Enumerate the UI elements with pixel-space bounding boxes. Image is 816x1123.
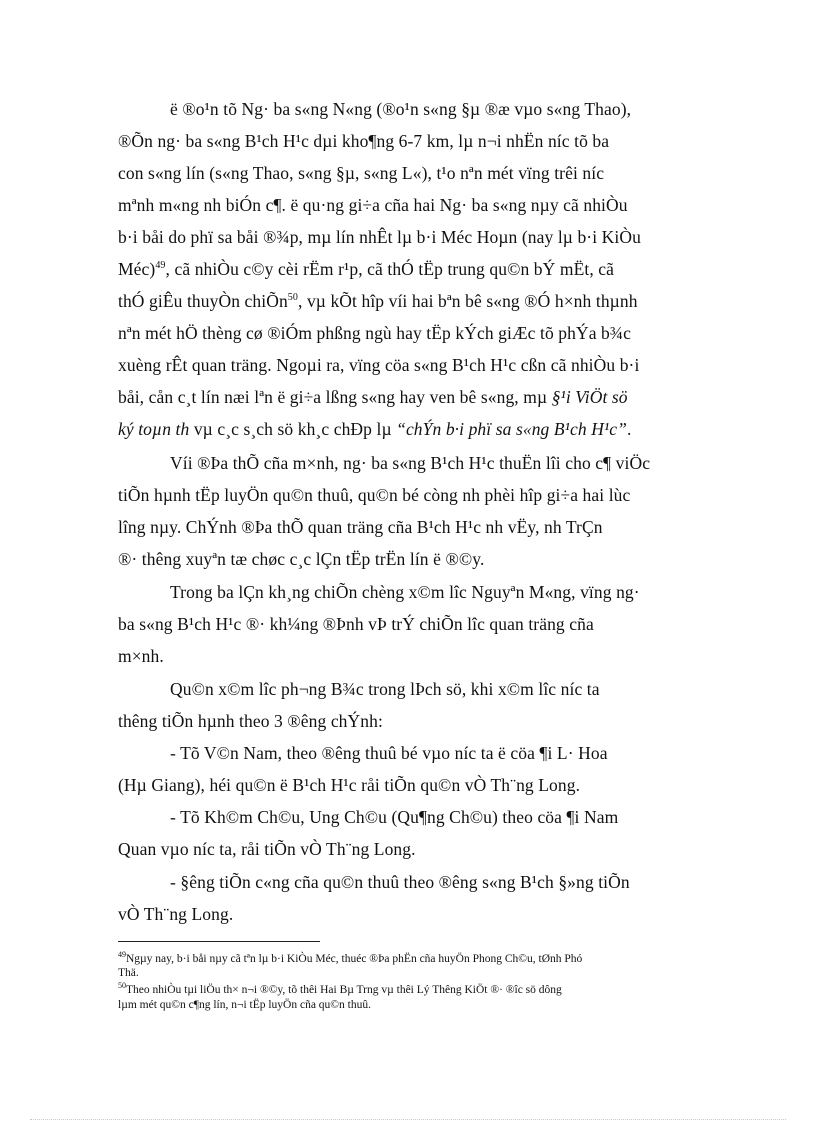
quotation: “chÝn b·i phï sa s«ng B¹ch H¹c” bbox=[396, 419, 627, 439]
body-line: ®Õn ng· ba s«ng B¹ch H¹c dµi kho¶ng 6-7 km, lµ n¬i nhËn níc tõ ba bbox=[118, 131, 610, 151]
body-line: ba s«ng B¹ch H¹c ®· kh¼ng ®Þnh vÞ trÝ chiÕn lîc quan träng cña bbox=[118, 614, 594, 634]
footnote-49-cont: Thä. bbox=[118, 967, 139, 979]
footnote-number: 50 bbox=[118, 981, 126, 991]
text-run: vµ c¸c s¸ch sö kh¸c chÐp lµ bbox=[189, 419, 397, 439]
footnote-text: Theo nhiÒu tµi liÖu th× n¬i ®©y, tõ thêi Hai Bµ Trng vµ thêi Lý Thêng KiÖt ®· ®îc sö dông bbox=[126, 984, 562, 996]
footnote-50 bbox=[118, 983, 698, 997]
page-edge-divider bbox=[30, 1119, 786, 1120]
body-line: ë ®o¹n tõ Ng· ba s«ng N«ng (®o¹n s«ng §µ ®æ vµo s«ng Thao), bbox=[170, 99, 632, 119]
body-line: nªn mét hÖ thèng cø ®iÓm phßng ngù hay tËp kÝch giÆc tõ phÝa b¾c bbox=[118, 323, 631, 343]
body-line: con s«ng lín (s«ng Thao, s«ng §µ, s«ng L«), t¹o nªn mét vïng trêi níc bbox=[118, 163, 605, 183]
body-line: b·i båi do phï sa båi ®¾p, mµ lín nhÊt lµ b·i Méc Hoµn (nay lµ b·i KiÒu bbox=[118, 227, 641, 247]
body-line bbox=[118, 418, 698, 440]
body-line bbox=[118, 258, 698, 280]
footnote-number: 49 bbox=[118, 950, 126, 960]
list-item-line: - Tõ Kh©m Ch©u, Ung Ch©u (Qu¶ng Ch©u) theo cöa ¶i Nam bbox=[170, 807, 619, 827]
footnote-ref[interactable]: 50 bbox=[287, 292, 298, 304]
text-run: . bbox=[627, 419, 632, 439]
footnote-49 bbox=[118, 952, 698, 966]
list-item-line: - Tõ V©n Nam, theo ®êng thuû bé vµo níc ta ë cöa ¶i L· Hoa bbox=[170, 743, 608, 763]
body-line: lîng nµy. ChÝnh ®Þa thÕ quan träng cña B¹ch H¹c nh vËy, nh TrÇn bbox=[118, 517, 603, 537]
book-title: ký toµn th bbox=[118, 419, 190, 439]
footnote-50-cont: lµm mét qu©n c¶ng lín, n¬i tËp luyÖn cña qu©n thuû. bbox=[118, 999, 371, 1011]
body-line: ®· thêng xuyªn tæ chøc c¸c lÇn tËp trËn lín ë ®©y. bbox=[118, 549, 485, 569]
body-line bbox=[118, 386, 698, 408]
body-line: m×nh. bbox=[118, 646, 164, 666]
body-line: Trong ba lÇn kh¸ng chiÕn chèng x©m lîc Nguyªn M«ng, vïng ng· bbox=[170, 582, 640, 602]
body-line: mªnh m«ng nh biÓn c¶. ë qu·ng gi÷a cña hai Ng· ba s«ng nµy cã nhiÒu bbox=[118, 195, 628, 215]
footnote-text: Ngµy nay, b·i båi nµy cã tªn lµ b·i KiÒu Méc, thuéc ®Þa phËn cña huyÖn Phong Ch©u, tØnh Phó bbox=[126, 953, 583, 965]
text-run: thÓ giÊu thuyÒn chiÕn bbox=[118, 291, 288, 311]
text-run: , cã nhiÒu c©y cèi rËm r¹p, cã thÓ tËp trung qu©n bÝ mËt, cã bbox=[165, 259, 615, 279]
list-item-line: - §êng tiÕn c«ng cña qu©n thuû theo ®êng s«ng B¹ch §»ng tiÕn bbox=[170, 872, 630, 892]
list-item-line: vÒ Th¨ng Long. bbox=[118, 904, 234, 924]
footnote-ref[interactable]: 49 bbox=[155, 260, 166, 272]
body-line: xuèng rÊt quan träng. Ngoµi ra, vïng cöa s«ng B¹ch H¹c cßn cã nhiÒu b·i bbox=[118, 355, 640, 375]
body-line bbox=[118, 290, 698, 312]
text-run: båi, cån c¸t lín næi lªn ë gi÷a lßng s«ng hay ven bê s«ng, mµ bbox=[118, 387, 552, 407]
text-run: Méc) bbox=[118, 259, 156, 279]
body-line: thêng tiÕn hµnh theo 3 ®êng chÝnh: bbox=[118, 711, 383, 731]
text-run: , vµ kÕt hîp víi hai bªn bê s«ng ®Ó h×nh thµnh bbox=[298, 291, 638, 311]
list-item-line: (Hµ Giang), héi qu©n ë B¹ch H¹c råi tiÕn qu©n vÒ Th¨ng Long. bbox=[118, 775, 581, 795]
body-line: Víi ®Þa thÕ cña m×nh, ng· ba s«ng B¹ch H¹c thuËn lîi cho c¶ viÖc bbox=[170, 453, 651, 473]
body-line: tiÕn hµnh tËp luyÖn qu©n thuû, qu©n bé còng nh phèi hîp gi÷a hai lùc bbox=[118, 485, 631, 505]
book-title: §¹i ViÖt sö bbox=[551, 387, 628, 407]
list-item-line: Quan vµo níc ta, råi tiÕn vÒ Th¨ng Long. bbox=[118, 839, 416, 859]
footnote-separator bbox=[118, 941, 320, 942]
body-line: Qu©n x©m lîc ph¬ng B¾c trong lÞch sö, khi x©m lîc níc ta bbox=[170, 679, 600, 699]
